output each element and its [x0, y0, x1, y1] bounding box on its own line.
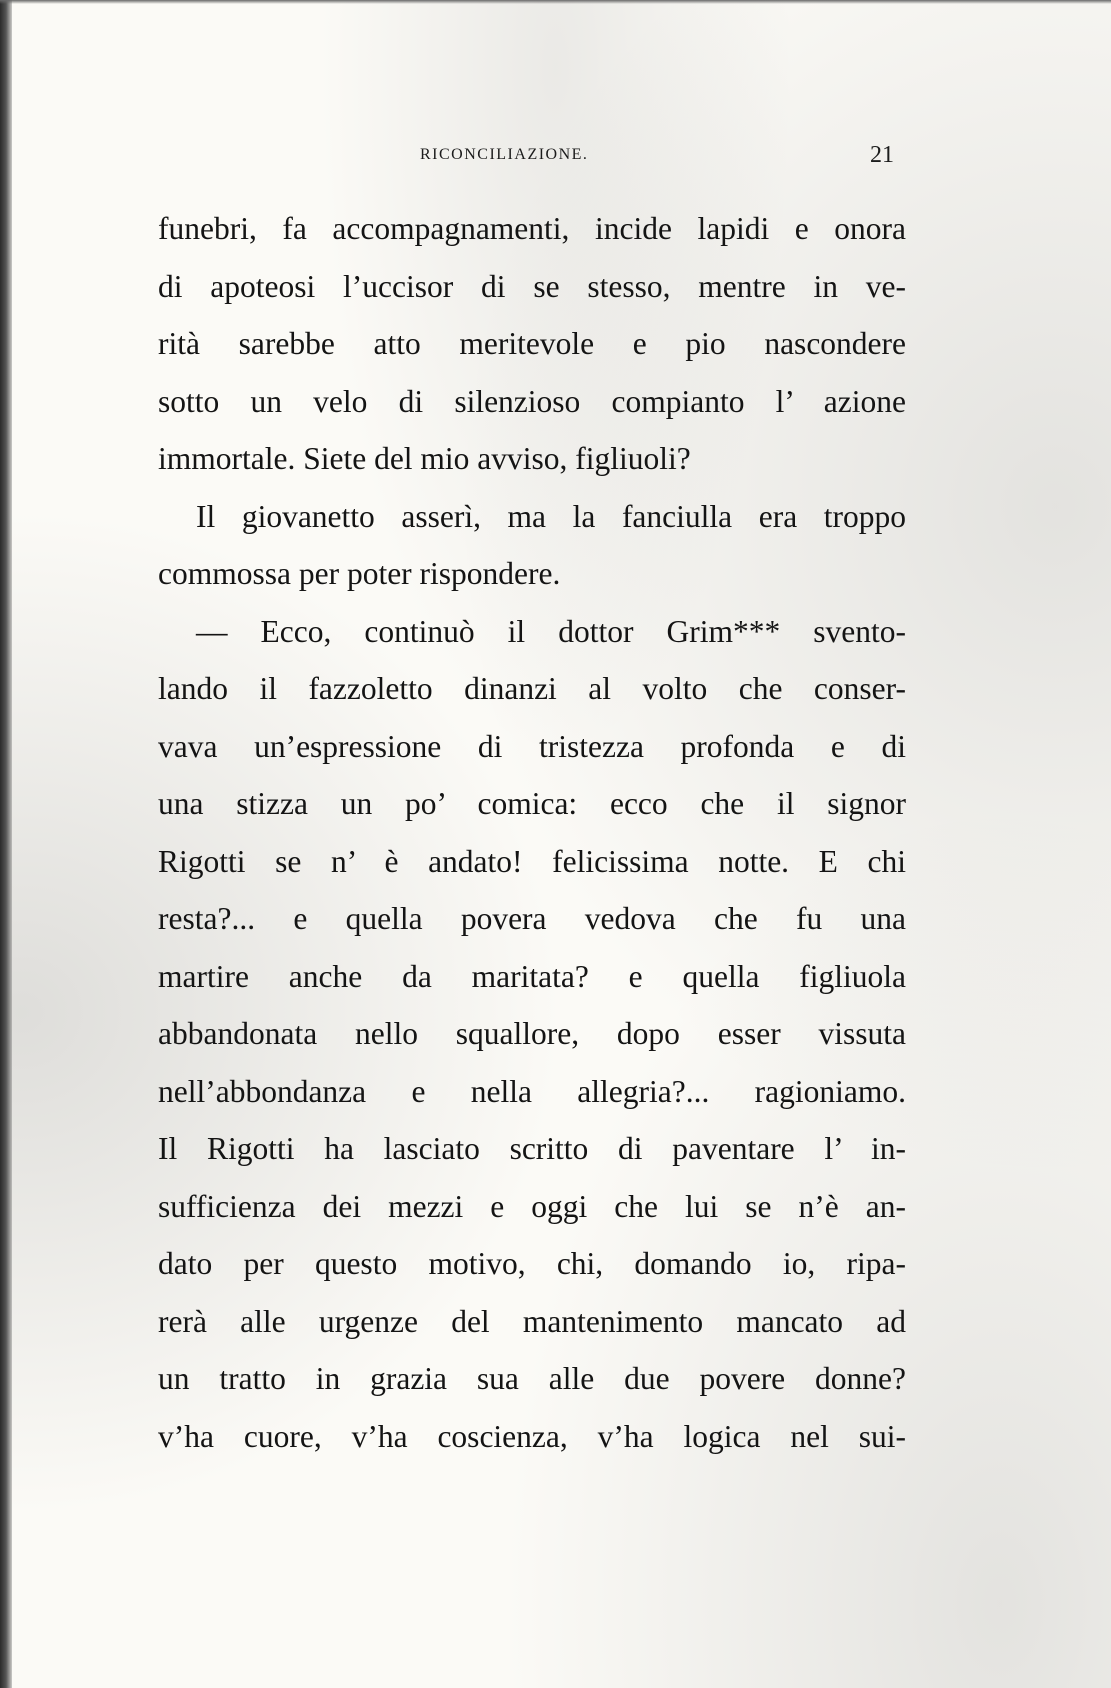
text-line: commossa per poter rispondere.: [158, 556, 561, 591]
text-line: immortale. Siete del mio avviso, figliuoli?: [158, 441, 691, 476]
text-line: funebri, fa accompagnamenti, incide lapidi e onora: [158, 211, 906, 246]
text-line: Il Rigotti ha lasciato scritto di paventare l’ in-: [158, 1131, 906, 1166]
page-header: [160, 142, 900, 172]
text-line: un tratto in grazia sua alle due povere donne?: [158, 1361, 906, 1396]
text-line: abbandonata nello squallore, dopo esser vissuta: [158, 1016, 906, 1051]
text-line: resta?... e quella povera vedova che fu una: [158, 901, 906, 936]
text-line: sotto un velo di silenzioso compianto l’ azione: [158, 383, 906, 419]
text-line: nell’abbondanza e nella allegria?... ragioniamo.: [158, 1073, 906, 1109]
text-line: vava un’espressione di tristezza profonda e di: [158, 728, 906, 764]
text-line: rerà alle urgenze del mantenimento mancato ad: [158, 1303, 906, 1339]
text-line: martire anche da maritata? e quella figliuola: [158, 958, 906, 994]
text-line: — Ecco, continuò il dottor Grim*** svento-: [196, 613, 906, 649]
text-line: Rigotti se n’ è andato! felicissima notte. E chi: [158, 843, 906, 879]
page-number: 21: [870, 142, 894, 168]
running-title: RICONCILIAZIONE.: [420, 146, 589, 163]
page-top-edge: [0, 0, 1111, 4]
text-line: Il giovanetto asserì, ma la fanciulla era troppo: [196, 498, 906, 534]
body-text: [158, 200, 906, 1465]
text-line: v’ha cuore, v’ha coscienza, v’ha logica nel sui-: [158, 1418, 906, 1454]
page-binding-edge: [0, 0, 12, 1688]
text-line: lando il fazzoletto dinanzi al volto che conser-: [158, 671, 906, 706]
text-line: di apoteosi l’uccisor di se stesso, mentre in ve-: [158, 268, 906, 304]
text-line: sufficienza dei mezzi e oggi che lui se n’è an-: [158, 1188, 906, 1224]
text-line: dato per questo motivo, chi, domando io, ripa-: [158, 1246, 906, 1281]
text-line: una stizza un po’ comica: ecco che il signor: [158, 786, 906, 821]
text-line: rità sarebbe atto meritevole e pio nascondere: [158, 326, 906, 361]
